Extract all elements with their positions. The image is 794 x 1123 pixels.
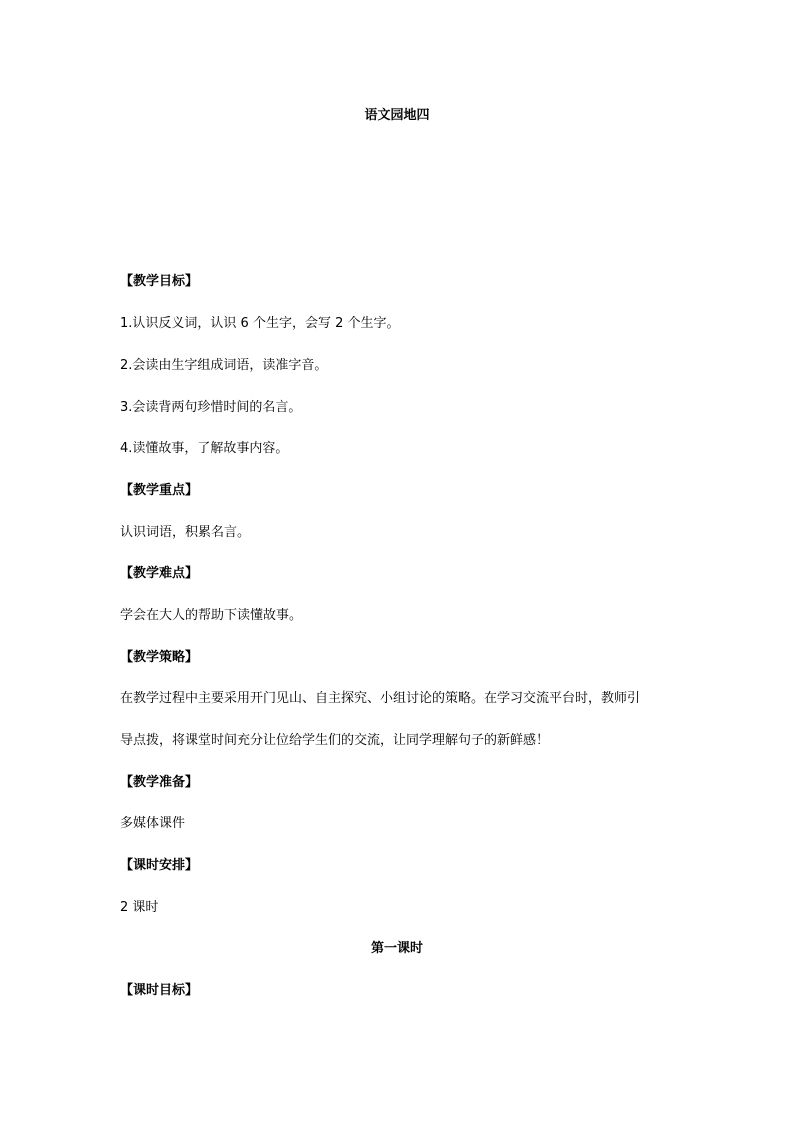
section-heading-teaching-goals: 【教学目标】 (120, 274, 199, 289)
goal-item-3: 3.会读背两句珍惜时间的名言。 (120, 400, 302, 415)
document-title: 语文园地四 (364, 108, 430, 123)
goal-item-1: 1.认识反义词，认识 6 个生字，会写 2 个生字。 (120, 316, 400, 331)
preparation-text: 多媒体课件 (120, 816, 186, 831)
schedule-text: 2 课时 (120, 900, 159, 915)
section-heading-lesson-goals: 【课时目标】 (120, 983, 199, 998)
section-heading-difficulties: 【教学难点】 (120, 566, 199, 581)
strategy-text-line-2: 导点拨，将课堂时间充分让位给学生们的交流，让同学理解句子的新鲜感！ (120, 733, 550, 748)
section-heading-strategy: 【教学策略】 (120, 650, 199, 665)
goal-item-4: 4.读懂故事，了解故事内容。 (120, 441, 289, 456)
strategy-text-line-1: 在教学过程中主要采用开门见山、自主探究、小组讨论的策略。在学习交流平台时，教师引 (120, 691, 641, 706)
difficulties-text: 学会在大人的帮助下读懂故事。 (120, 608, 303, 623)
section-heading-schedule: 【课时安排】 (120, 858, 199, 873)
key-points-text: 认识词语，积累名言。 (120, 525, 251, 540)
section-heading-key-points: 【教学重点】 (120, 483, 199, 498)
goal-item-2: 2.会读由生字组成词语，读准字音。 (120, 358, 328, 373)
lesson-one-heading: 第一课时 (370, 941, 423, 956)
section-heading-preparation: 【教学准备】 (120, 775, 199, 790)
